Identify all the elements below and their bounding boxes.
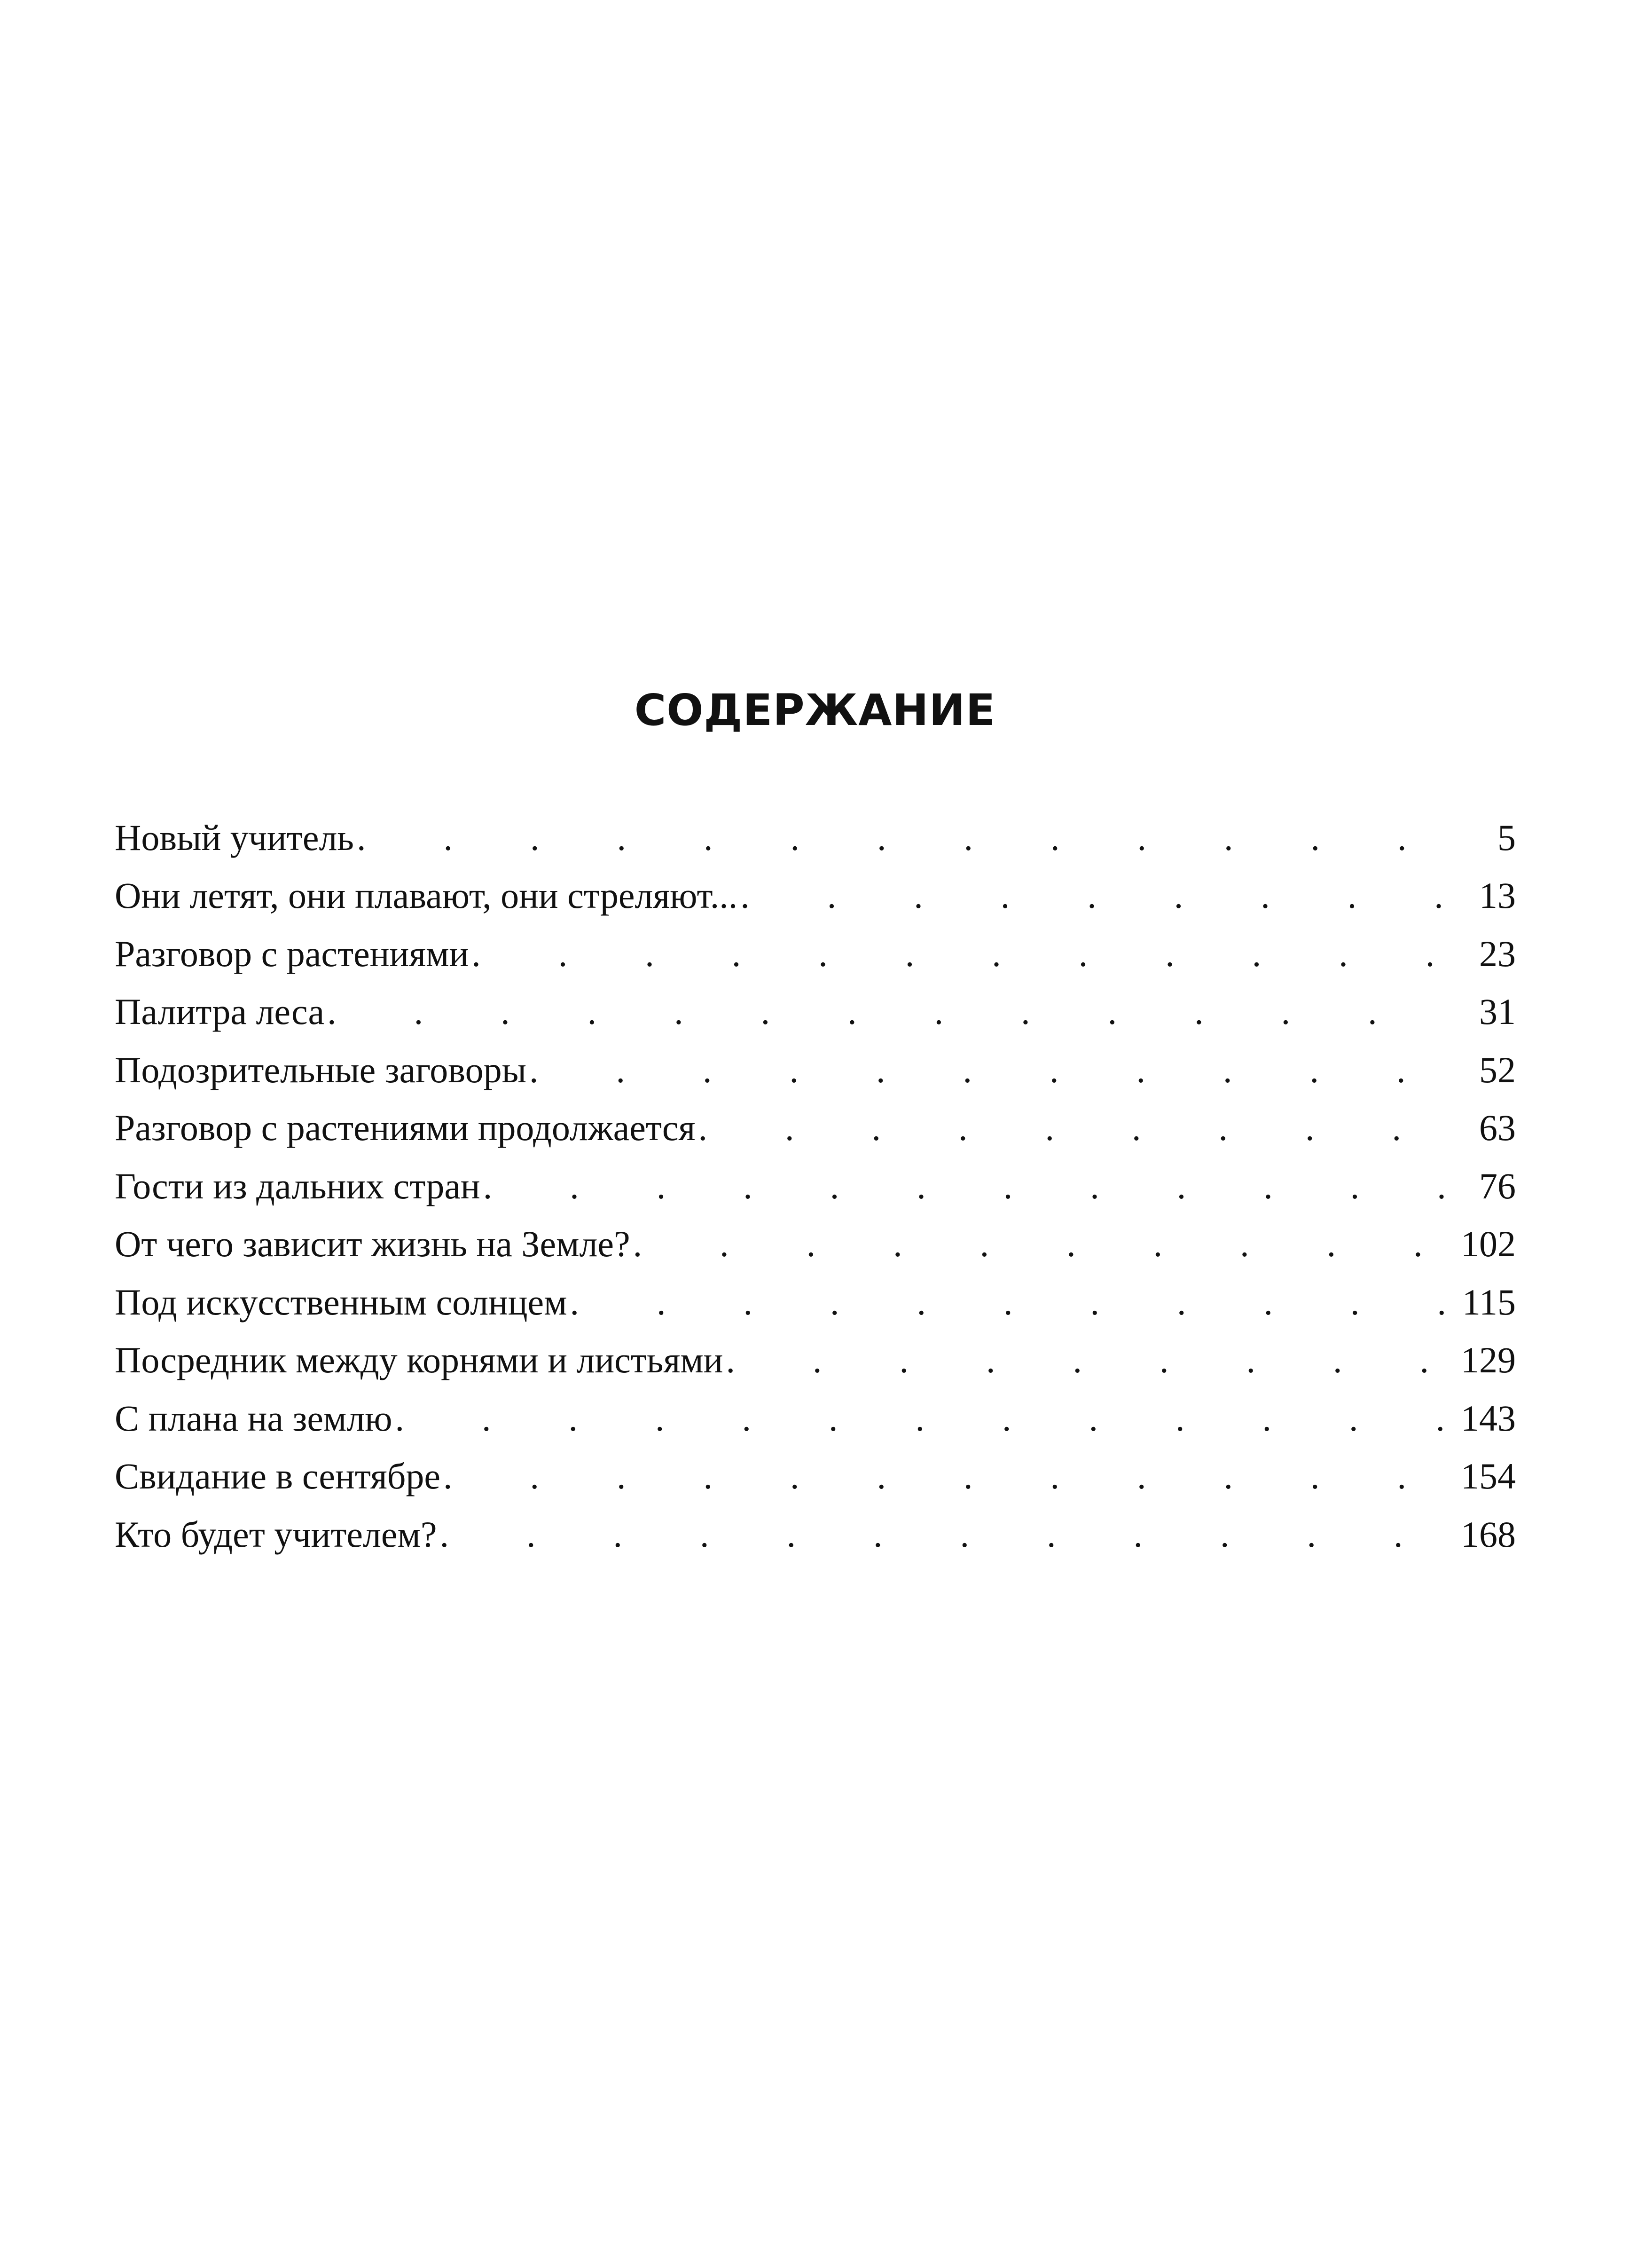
toc-entry-title: От чего зависит жизнь на Земле? xyxy=(115,1226,633,1262)
toc-entry xyxy=(115,1389,1516,1448)
toc-page-number: 102 xyxy=(1445,1226,1516,1262)
toc-entry xyxy=(115,1157,1516,1215)
toc-entry-title: Свидание в сентябре xyxy=(115,1458,443,1495)
toc-entry xyxy=(115,1505,1516,1564)
toc-entry xyxy=(115,1331,1516,1390)
toc-entry-title: Разговор с растениями xyxy=(115,936,471,972)
toc-entry xyxy=(115,925,1516,983)
toc-entry xyxy=(115,983,1516,1041)
toc-entry xyxy=(115,809,1516,867)
toc-entry xyxy=(115,1273,1516,1331)
toc-page-number: 5 xyxy=(1445,819,1516,856)
dot-leader xyxy=(698,1110,1445,1146)
toc-entry-title: Новый учитель xyxy=(115,819,357,856)
toc-entry xyxy=(115,1099,1516,1158)
toc-page-number: 129 xyxy=(1445,1342,1516,1378)
dot-leader xyxy=(726,1342,1445,1378)
toc-page-number: 63 xyxy=(1445,1110,1516,1146)
dot-leader xyxy=(471,936,1445,972)
toc-entry-title: С плана на землю xyxy=(115,1400,395,1437)
toc-page-number: 52 xyxy=(1445,1052,1516,1088)
dot-leader xyxy=(327,993,1445,1030)
dot-leader xyxy=(570,1284,1445,1321)
toc-entry-title: Разговор с растениями продолжается xyxy=(115,1110,698,1146)
toc-entry xyxy=(115,1041,1516,1099)
toc-entry-title: Под искусственным солнцем xyxy=(115,1284,570,1321)
toc-entry-title: Палитра леса xyxy=(115,993,327,1030)
dot-leader xyxy=(740,877,1445,914)
toc-entry-title: Посредник между корнями и листьями xyxy=(115,1342,726,1378)
dot-leader xyxy=(633,1226,1445,1262)
dot-leader xyxy=(357,819,1445,856)
toc-entry xyxy=(115,1215,1516,1274)
table-of-contents xyxy=(115,809,1516,1564)
toc-page-number: 23 xyxy=(1445,936,1516,972)
dot-leader xyxy=(443,1458,1445,1495)
toc-entry xyxy=(115,867,1516,925)
toc-page-number: 13 xyxy=(1445,877,1516,914)
dot-leader xyxy=(395,1400,1445,1437)
toc-entry-title: Они летят, они плавают, они стреляют... xyxy=(115,877,740,914)
dot-leader xyxy=(483,1168,1445,1205)
toc-entry xyxy=(115,1448,1516,1506)
dot-leader xyxy=(440,1516,1445,1553)
toc-page-number: 168 xyxy=(1445,1516,1516,1553)
toc-page-number: 115 xyxy=(1445,1284,1516,1321)
toc-entry-title: Подозрительные заговоры xyxy=(115,1052,529,1088)
toc-page-number: 31 xyxy=(1445,993,1516,1030)
toc-page-number: 154 xyxy=(1445,1458,1516,1495)
toc-page-number: 76 xyxy=(1445,1168,1516,1205)
page-title: СОДЕРЖАНИЕ xyxy=(634,685,996,735)
toc-entry-title: Кто будет учителем? xyxy=(115,1516,440,1553)
toc-entry-title: Гости из дальних стран xyxy=(115,1168,483,1205)
dot-leader xyxy=(529,1052,1445,1088)
toc-page-number: 143 xyxy=(1445,1400,1516,1437)
